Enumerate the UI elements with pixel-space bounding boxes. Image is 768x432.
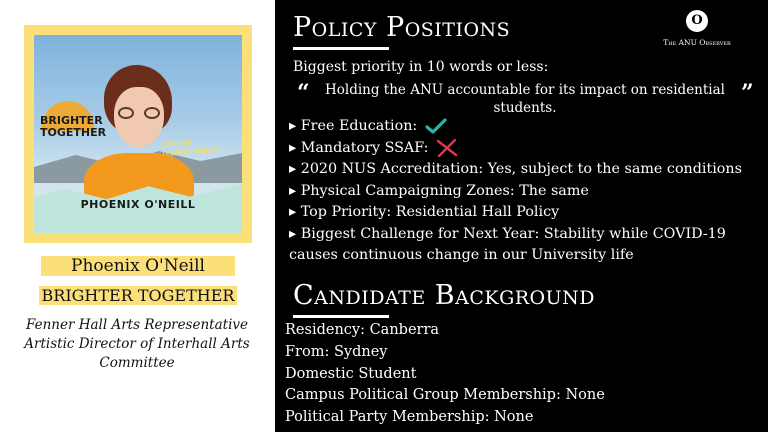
policy-panel [275, 0, 768, 432]
list-item: ▸ 2020 NUS Accreditation: Yes, subject to the same conditions [289, 161, 742, 177]
list-item: ▸ Top Priority: Residential Hall Policy [289, 204, 560, 220]
background-list [285, 320, 605, 429]
policy-heading: Policy Positions [293, 12, 511, 43]
candidate-panel [0, 0, 275, 432]
glasses-icon [118, 107, 160, 119]
bullet-icon: ▸ [289, 225, 301, 242]
bullet-icon: ▸ [289, 118, 301, 134]
heading-underline [293, 315, 389, 318]
bullet-icon: ▸ [289, 139, 301, 156]
list-item: From: Sydney [285, 343, 388, 360]
list-item: ▸ Biggest Challenge for Next Year: Stability while COVID-19 causes continuous change in our University life [289, 225, 726, 263]
heading-underline [293, 47, 389, 50]
role-tag: general representative [161, 137, 221, 158]
close-quote-icon: ” [741, 80, 754, 106]
bullet-icon: ▸ [289, 161, 301, 177]
list-item: Domestic Student [285, 365, 417, 382]
cross-icon [435, 139, 459, 157]
policy-list [289, 116, 759, 267]
role-line: Artistic Director of Interhall Arts Committee [24, 336, 250, 371]
bullet-icon: ▸ [289, 204, 301, 220]
list-item: ▸ Free Education: [289, 116, 759, 138]
candidate-roles [8, 316, 266, 373]
priority-label: Biggest priority in 10 words or less: [293, 59, 549, 75]
list-item: Campus Political Group Membership: None [285, 387, 605, 404]
photo-name-caption: PHOENIX O'NEILL [80, 198, 196, 211]
list-item: ▸ Physical Campaigning Zones: The same [289, 182, 589, 199]
list-item: Residency: Canberra [285, 322, 440, 338]
priority-quote: Holding the ANU accountable for its impact on residential students. [325, 82, 725, 116]
candidate-name: Phoenix O'Neill [22, 256, 254, 276]
observer-logo-icon: O [686, 10, 708, 32]
list-item: ▸ Mandatory SSAF: [289, 138, 759, 160]
candidate-photo-frame [24, 25, 252, 243]
background-heading: Candidate Background [293, 280, 596, 311]
bullet-icon: ▸ [289, 182, 301, 199]
candidate-photo [34, 35, 242, 233]
role-line: Fenner Hall Arts Representative [25, 317, 249, 333]
observer-logo: O The ANU Observer [647, 10, 747, 47]
open-quote-icon: “ [297, 80, 310, 106]
ticket-name: BRIGHTER TOGETHER [22, 286, 254, 306]
slogan-logo: BRIGHTER TOGETHER [40, 114, 107, 139]
check-icon [425, 118, 447, 134]
list-item: Political Party Membership: None [285, 409, 534, 426]
